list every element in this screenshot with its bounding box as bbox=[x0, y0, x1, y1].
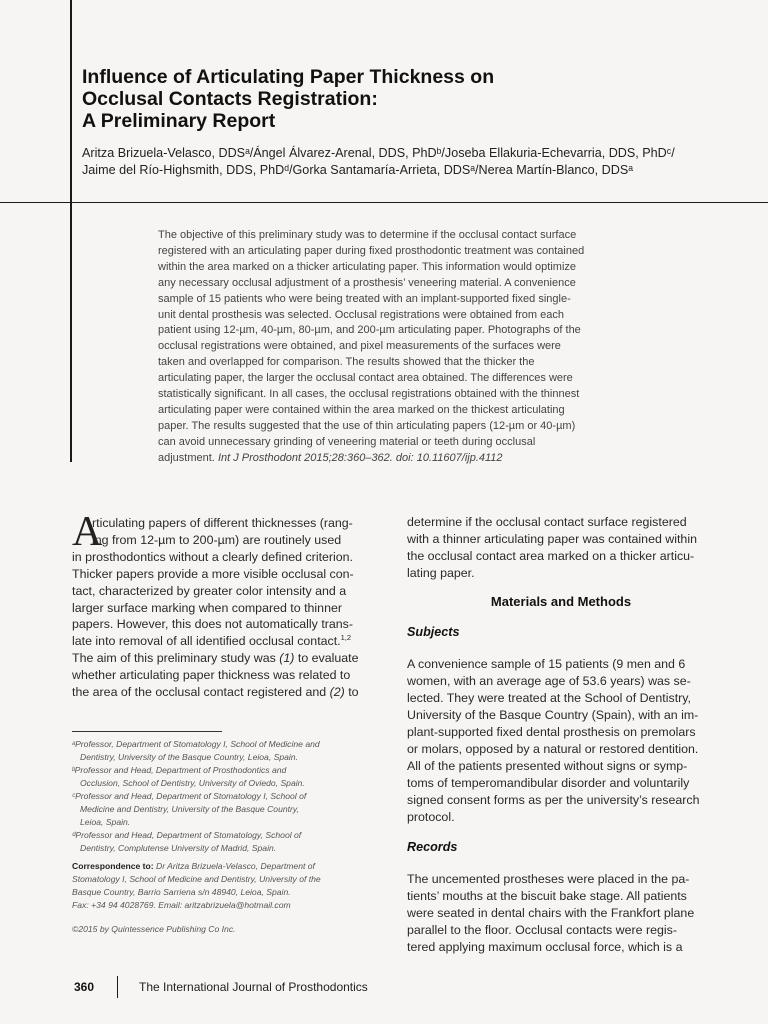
author-line: Jaime del Río-Highsmith, DDS, PhDᵈ/Gorka Santamaría-Arrieta, DDSᵃ/Nerea Martín-Blanco, DDSᵃ bbox=[82, 163, 633, 177]
body-line: plant-supported fixed dental prosthesis on premolars bbox=[407, 725, 696, 740]
body-line: parallel to the floor. Occlusal contacts were regis- bbox=[407, 923, 677, 938]
body-line: toms of temperomandibular disorder and voluntarily bbox=[407, 775, 690, 790]
body-text: to evaluate bbox=[294, 651, 359, 666]
footer-rule bbox=[117, 976, 118, 998]
body-line: A convenience sample of 15 patients (9 men and 6 bbox=[407, 657, 686, 672]
body-line: women, with an average age of 53.6 years) was se- bbox=[407, 674, 691, 689]
footnote-line: ᶜProfessor and Head, Department of Stomatology I, School of bbox=[72, 791, 307, 801]
body-line: rticulating papers of different thicknesses (rang- bbox=[92, 516, 353, 530]
subsection-heading-records: Records bbox=[407, 839, 458, 854]
journal-name: The International Journal of Prosthodontics bbox=[139, 980, 368, 994]
footnote-line: Medicine and Dentistry, University of the Basque Country, bbox=[80, 804, 299, 814]
enumeration-1: (1) bbox=[279, 651, 295, 666]
header-left-rule bbox=[70, 0, 72, 203]
body-line: tients’ mouths at the biscuit bake stage. All patients bbox=[407, 889, 687, 904]
abstract-last-text: adjustment. bbox=[158, 451, 215, 464]
copyright-notice: ©2015 by Quintessence Publishing Co Inc. bbox=[72, 924, 236, 934]
body-line: tered applying maximum occlusal force, which is a bbox=[407, 940, 683, 955]
abstract-line: sample of 15 patients who were being treated with an implant-supported fixed single- bbox=[158, 292, 571, 305]
footnote-line: ᵈProfessor and Head, Department of Stomatology, School of bbox=[72, 830, 302, 840]
title-line: Occlusal Contacts Registration: bbox=[82, 88, 378, 110]
correspondence-label: Correspondence to: bbox=[72, 861, 154, 871]
body-line: papers. However, this does not automatically trans- bbox=[72, 617, 353, 632]
section-heading-materials-methods: Materials and Methods bbox=[490, 593, 632, 609]
abstract bbox=[158, 228, 648, 467]
body-text: to bbox=[344, 685, 359, 700]
footnote-line: ᵇProfessor and Head, Department of Prosthodontics and bbox=[72, 765, 287, 775]
body-text: The aim of this preliminary study was bbox=[72, 651, 280, 666]
title-line: Influence of Articulating Paper Thickness on bbox=[82, 66, 495, 88]
body-line: the occlusal contact area marked on a thicker articu- bbox=[407, 548, 695, 563]
reference-superscript: 1,2 bbox=[340, 633, 352, 643]
correspondence-line: Basque Country, Barrio Sarriena s/n 48940, Leioa, Spain. bbox=[72, 887, 291, 897]
correspondence-line: Fax: +34 94 4028769. Email: aritzabrizuela@hotmail.com bbox=[72, 900, 291, 910]
correspondence-line bbox=[72, 860, 382, 873]
body-column-right bbox=[407, 514, 715, 956]
body-line: were seated in dental chairs with the Frankfort plane bbox=[407, 906, 695, 921]
abstract-line: occlusal registrations were obtained, and pixel measurements of the surfaces were bbox=[158, 340, 561, 353]
footnote-line: Dentistry, Complutense University of Madrid, Spain. bbox=[80, 843, 277, 853]
affiliation-footnotes bbox=[72, 738, 382, 855]
article-title bbox=[82, 66, 722, 132]
body-line: whether articulating paper thickness was related to bbox=[72, 668, 351, 683]
abstract-line: statistically significant. In all cases, the occlusal registrations obtained with the thinnest bbox=[158, 388, 580, 401]
correspondence bbox=[72, 860, 382, 912]
body-line: in prosthodontics without a clearly defined criterion. bbox=[72, 549, 354, 564]
body-text: the area of the occlusal contact registered and bbox=[72, 685, 330, 700]
abstract-line: patient using 12-µm, 40-µm, 80-µm, and 200-µm articulating paper. Photographs of the bbox=[158, 324, 581, 337]
body-line: signed consent forms as per the university’s research bbox=[407, 792, 700, 807]
abstract-line: The objective of this preliminary study was to determine if the occlusal contact surface bbox=[158, 229, 577, 241]
footnote-line: Dentistry, University of the Basque Country, Leioa, Spain. bbox=[80, 752, 298, 762]
body-line: lected. They were treated at the School of Dentistry, bbox=[407, 691, 691, 706]
abstract-line: registered with an articulating paper during fixed prosthodontic treatment was contained bbox=[158, 244, 585, 257]
body-line: tact, characterized by greater color intensity and a bbox=[72, 583, 347, 598]
citation: Int J Prosthodont 2015;28:360–362. doi: 10.11607/ijp.4112 bbox=[217, 451, 503, 464]
body-line: ing from 12-µm to 200-µm) are routinely used bbox=[92, 532, 342, 547]
footnote-line: Occlusion, School of Dentistry, University of Oviedo, Spain. bbox=[80, 778, 305, 788]
footnote-line: Leioa, Spain. bbox=[80, 817, 131, 827]
body-line: larger surface marking when compared to thinner bbox=[72, 600, 342, 615]
correspondence-line: Stomatology I, School of Medicine and Dentistry, University of the bbox=[72, 874, 321, 884]
enumeration-2: (2) bbox=[329, 685, 345, 700]
author-line: Aritza Brizuela-Velasco, DDSᵃ/Ángel Álvarez-Arenal, DDS, PhDᵇ/Joseba Ellakuria-Echevarria, DDS, PhDᶜ/ bbox=[82, 146, 675, 160]
subsection-heading-subjects: Subjects bbox=[407, 624, 460, 639]
abstract-line: articulating paper were contained within the area marked on the thickest articulating bbox=[158, 403, 565, 416]
abstract-line: taken and overlapped for comparison. The results showed that the thicker the bbox=[158, 356, 535, 369]
body-line: Thicker papers provide a more visible occlusal con- bbox=[72, 566, 354, 581]
body-line: University of the Basque Country (Spain), with an im- bbox=[407, 708, 699, 723]
abstract-line: within the area marked on a thicker articulating paper. This information would optimize bbox=[158, 260, 577, 273]
header-bottom-rule bbox=[0, 202, 768, 203]
footnote-separator bbox=[72, 731, 222, 732]
abstract-line: articulating paper, the larger the occlusal contact area obtained. The differences were bbox=[158, 372, 573, 385]
page-number: 360 bbox=[74, 980, 95, 994]
abstract-line: unit dental prosthesis was selected. Occlusal registrations were obtained from each bbox=[158, 308, 564, 321]
body-line: or molars, opposed by a natural or restored dentition. bbox=[407, 741, 699, 756]
body-text: late into removal of all identified occlusal contact. bbox=[72, 634, 341, 649]
correspondence-text: Dr Aritza Brizuela-Velasco, Department of bbox=[153, 861, 315, 871]
abstract-last-line bbox=[158, 451, 648, 467]
abstract-left-rule bbox=[70, 203, 72, 462]
title-line: A Preliminary Report bbox=[82, 110, 276, 132]
body-line bbox=[72, 684, 380, 701]
body-line: lating paper. bbox=[407, 565, 475, 580]
body-line bbox=[72, 633, 380, 650]
body-line: The uncemented prostheses were placed in the pa- bbox=[407, 872, 690, 887]
abstract-line: any necessary occlusal adjustment of a prosthesis’ veneering material. A convenience bbox=[158, 276, 576, 289]
body-line: determine if the occlusal contact surface registered bbox=[407, 515, 687, 529]
author-list bbox=[82, 145, 742, 179]
body-line: protocol. bbox=[407, 809, 455, 824]
drop-cap: A bbox=[72, 509, 103, 555]
body-line: All of the patients presented without signs or symp- bbox=[407, 758, 688, 773]
abstract-line: paper. The results suggested that the use of thin articulating papers (12-µm or 40-µm) bbox=[158, 419, 576, 432]
body-column-left bbox=[72, 515, 380, 701]
abstract-line: can avoid unnecessary grinding of veneering material or teeth during occlusal bbox=[158, 435, 536, 448]
body-line bbox=[72, 650, 380, 667]
body-line: with a thinner articulating paper was contained within bbox=[407, 531, 697, 546]
footnote-line: ᵃProfessor, Department of Stomatology I, School of Medicine and bbox=[72, 739, 320, 749]
